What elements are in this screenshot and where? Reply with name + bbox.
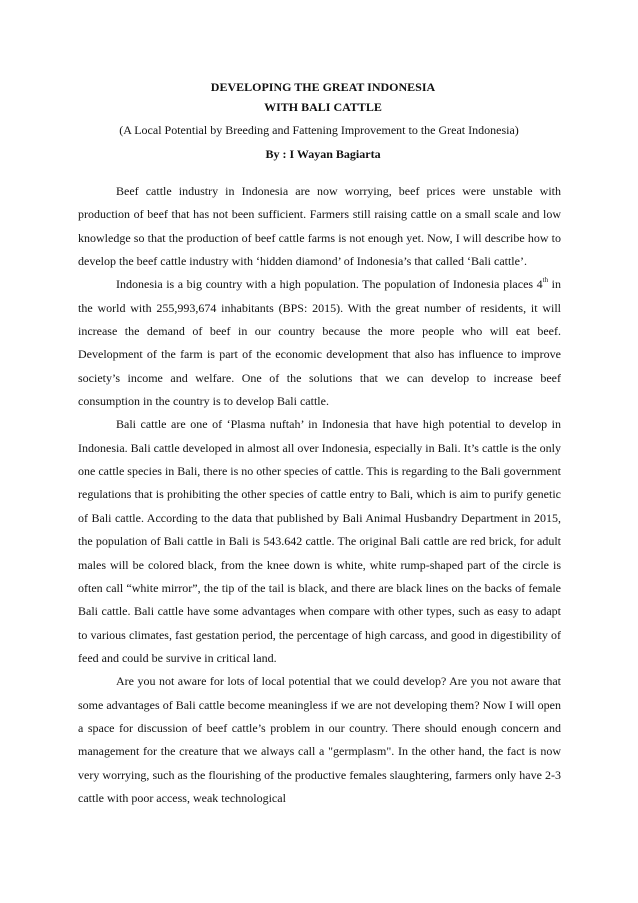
- author-byline: By : I Wayan Bagiarta: [265, 147, 381, 161]
- paragraph-2-text-end: in the world with 255,993,674 inhabitants (BPS: 2015). With the great number of residents, it will increase the demand of beef in our country because the more people who will eat beef. Development of the farm is part of the economic development that also has influence to improve society’s income and welfare. One of the solutions that we can develop to increase beef consumption in the country is to develop Bali cattle.: [78, 277, 561, 409]
- paragraph-2: [78, 273, 561, 413]
- paragraph-4: Are you not aware for lots of local potential that we could develop? Are you not aware that some advantages of Bali cattle become meaningless if we are not developing them? Now I will open a space for discussion of beef cattle’s problem in our country. There should enough concern and management for the creature that we always call a "germplasm". In the other hand, the fact is now very worrying, such as the flourishing of the productive females slaughtering, farmers only have 2-3 cattle with poor access, weak technological: [78, 674, 561, 805]
- paragraph-2-text-start: Indonesia is a big country with a high population. The population of Indonesia places 4: [116, 277, 543, 292]
- document-subtitle: (A Local Potential by Breeding and Fattening Improvement to the Great Indonesia): [119, 123, 519, 137]
- document-body: [78, 180, 561, 810]
- document-title-line-1: DEVELOPING THE GREAT INDONESIA: [210, 80, 436, 94]
- ordinal-superscript: th: [542, 276, 549, 285]
- document-title-line-2: WITH BALI CATTLE: [264, 100, 382, 114]
- paragraph-1: Beef cattle industry in Indonesia are now worrying, beef prices were unstable with production of beef that has not been sufficient. Farmers still raising cattle on a small scale and low knowledge so that the production of beef cattle farms is not enough yet. Now, I will describe how to develop the beef cattle industry with ‘hidden diamond’ of Indonesia’s that called ‘Bali cattle’.: [78, 184, 561, 269]
- paragraph-3: Bali cattle are one of ‘Plasma nuftah’ in Indonesia that have high potential to develop in Indonesia. Bali cattle developed in almost all over Indonesia, especially in Bali. It’s cattle is the only one cattle species in Bali, there is no other species of cattle. This is regarding to the Bali government regulations that is prohibiting the other species of cattle entry to Bali, which is aim to purify genetic of Bali cattle. According to the data that published by Bali Animal Husbandry Department in 2015, the population of Bali cattle in Bali is 543.642 cattle. The original Bali cattle are red brick, for adult males will be colored black, from the knee down is white, white rump-shaped part of the circle is often call “white mirror”, the tip of the tail is black, and there are black lines on the backs of female Bali cattle. Bali cattle have some advantages when compare with other types, such as easy to adapt to various climates, fast gestation period, the percentage of high carcass, and good in digestibility of feed and could be survive in critical land.: [78, 417, 561, 665]
